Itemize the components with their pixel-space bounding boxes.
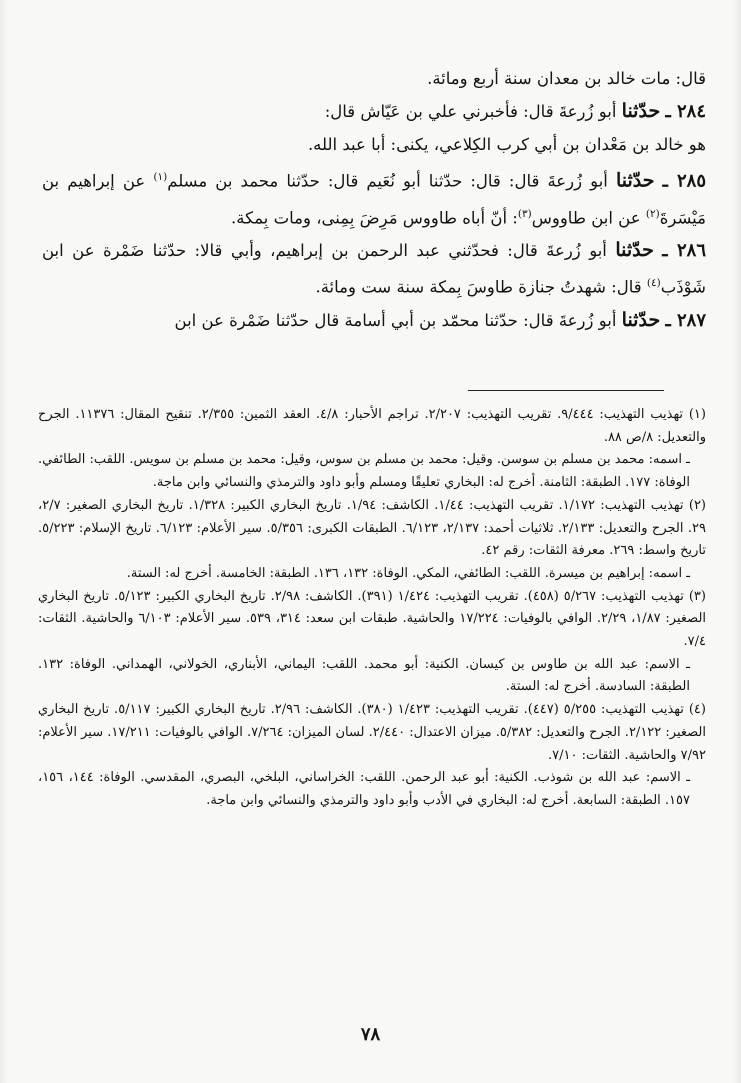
hadith-287 (42, 304, 706, 337)
footnote-ref-3[interactable]: (٣) (517, 207, 532, 220)
footnote-2-bio: ـ اسمه: إبراهيم بن ميسرة. اللقب: الطائفي، المكي. الوفاة: ١٣٢، ١٣٦. الطبقة: الخامسة. أخرج له: الستة. (126, 565, 690, 581)
hadith-keyword: حدّثنا (621, 308, 661, 331)
hadith-284 (42, 95, 706, 128)
hadith-number: ٢٨٦ ـ (662, 240, 706, 261)
footnote-ref-2[interactable]: (٢) (645, 207, 660, 220)
main-text (42, 62, 706, 337)
footnote-divider (468, 390, 664, 391)
footnote-ref-1[interactable]: (١) (153, 171, 168, 183)
footnote-1: (١) تهذيب التهذيب: ٩/٤٤٤. تقريب التهذيب: ٢/٢٠٧. تراجم الأحبار: ٤/٨. العقد الثمين: ٢/٣٥٥. تنقيح المقال: ١١٣٧٦. الجرح والتعديل: ٨/ص ٨٨. (38, 407, 706, 445)
intro-line: قال: مات خالد بن معدان سنة أربع ومائة. (427, 69, 706, 88)
hadith-number: ٢٨٧ ـ (665, 309, 706, 331)
hadith-285 (42, 161, 706, 234)
hadith-number: ٢٨٤ ـ (665, 101, 706, 122)
footnote-4-bio: ـ الاسم: عبد الله بن شوذب. الكنية: أبو عبد الرحمن. اللقب: الخراساني، البلخي، البصري، المقدسي. الوفاة: ١٤٤، ١٥٦، ١٥٧. الطبقة: السابعة. أخرج له: البخاري في الأدب وأبو داود والترمذي والنسائي وابن ماجة. (38, 770, 690, 808)
footnotes (38, 404, 706, 813)
footnote-3: (٣) تهذيب التهذيب: ٥/٢٦٧ (٤٥٨). تقريب التهذيب: ١/٤٢٤ (٣٩١). الكاشف: ٢/٩٨. تاريخ البخاري الكبير: ٥/١٢٣. تاريخ البخاري الصغير: ١/٨٧، ٢/٢٩. الوافي بالوفيات: ١٧/٢٢٤ والحاشية. طبقات ابن سعد: ٣١٤، ٥٣٩. سير الأعلام: ٦/١٠٣ والحاشية. الثقات: ٧/٤. (38, 588, 707, 650)
hadith-keyword: حدّثنا (615, 169, 655, 192)
footnote-ref-4[interactable]: (٤) (646, 277, 661, 289)
hadith-284-continuation: هو خالد بن مَعْدان بن أبي كرب الكِلاعي، يكنى: أبا عبد الله. (307, 135, 706, 154)
hadith-text: أبو زُرعةَ قال: قال: حدّثنا أبو نُعَيم قال: حدّثنا محمد بن مسلم (167, 171, 608, 191)
page-number: ٧٨ (360, 1024, 381, 1045)
hadith-text: أبو زُرعةَ قال: فأخبرني علي بن عَيّاش قال: (324, 102, 617, 121)
hadith-keyword: حدّثنا (615, 239, 654, 261)
footnote-3-bio: ـ الاسم: عبد الله بن طاوس بن كيسان. الكنية: أبو محمد. اللقب: اليماني، الأبناري، الخولاني، الهمداني. الوفاة: ١٣٢. الطبقة: السادسة. أخرج له: الستة. (38, 656, 690, 695)
footnote-2: (٢) تهذيب التهذيب: ١/١٧٢. تقريب التهذيب: ١/٤٤. الكاشف: ١/٩٤. تاريخ البخاري الكبير: ١/٣٢٨. تاريخ البخاري الصغير: ٢/٧، ٢٩. الجرح والتعديل: ٢/١٣٣. ثلاثيات أحمد: ٢/١٣٧، ٦/١٢٣. الطبقات الكبرى: ٥/٣٥٦. سير الأعلام: ٦/١٢٣. تاريخ الإسلام: ٥/٢٢٣. تاريخ واسط: ٢٦٩. معرفة الثقات: رقم ٤٢. (38, 497, 707, 559)
hadith-number: ٢٨٥ ـ (662, 170, 706, 192)
hadith-keyword: حدّثنا (621, 100, 661, 122)
hadith-text: قال: شهدتُ جنازة طاوسَ بِمكة سنة ست ومائة. (315, 277, 642, 297)
hadith-286 (42, 234, 706, 304)
hadith-text: عن ابن طاووس (531, 208, 641, 227)
footnote-4: (٤) تهذيب التهذيب: ٥/٢٥٥ (٤٤٧). تقريب التهذيب: ١/٤٢٣ (٣٨٠). الكاشف: ٢/٩٦. تاريخ البخاري الكبير: ٥/١١٧. تاريخ البخاري الصغير: ٢/١٢٢. الجرح والتعديل: ٥/٣٨٢. ميزان الاعتدال: ٢/٤٤٠. لسان الميزان: ٧/٢٦٤. الوافي بالوفيات: ١٧/٢١١. سير الأعلام: ٧/٩٢ والحاشية. الثقات: ٧/١٠. (38, 702, 706, 763)
hadith-text: أبو زُرعةَ قال: فحدّثني عبد الرحمن بن إبراهيم، وأبي قالا: حدّثنا ضَمْرة عن ابن شَوْذَب (42, 241, 706, 297)
hadith-text: أبو زُرعةَ قال: حدّثنا محمّد بن أبي أسامة قال حدّثنا ضَمْرة عن ابن (174, 310, 617, 330)
footnote-1-bio: ـ اسمه: محمد بن مسلم بن سوسن. وقيل: محمد بن مسلم بن سوس، وقيل: محمد بن مسلم بن سويس. اللقب: الطائفي. الوفاة: ١٧٧. الطبقة: الثامنة. أخرج له: البخاري تعليقًا ومسلم وأبو داود والترمذي والنسائي وابن ماجة. (38, 452, 690, 491)
hadith-text: : أنّ أباه طاووس مَرِضَ بِمِنى، ومات بِمكة. (231, 208, 518, 227)
hadith-text: عن إبراهيم بن مَيْسَرةَ (42, 171, 706, 227)
